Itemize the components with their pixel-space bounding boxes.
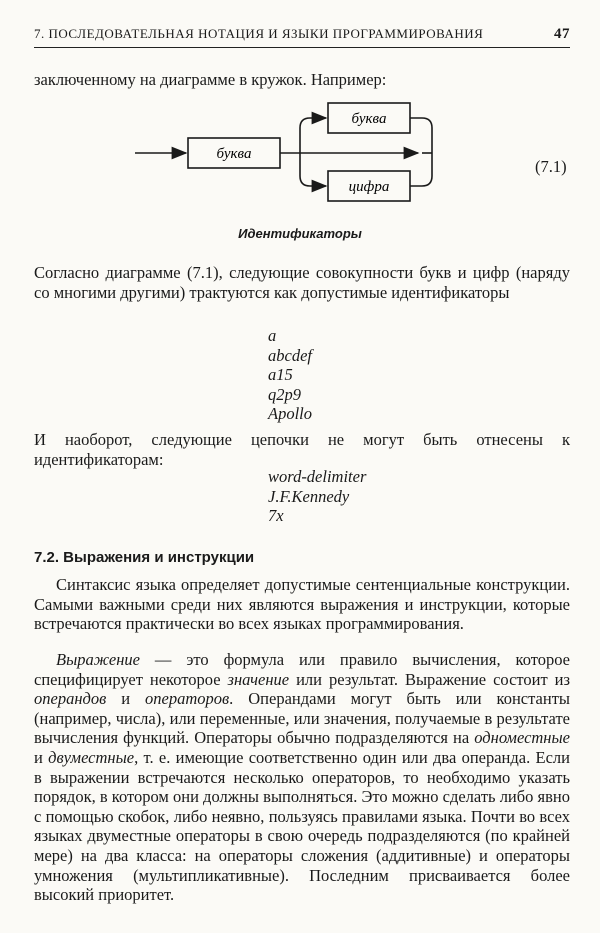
term-value: значение [227, 669, 290, 689]
text-span: — это формула или правило вычисления, которое специфицирует некоторое [34, 650, 570, 689]
text-span: и [34, 747, 49, 767]
invalid-examples [268, 467, 366, 526]
text-span: или результат. Выражение состоит из [289, 669, 570, 689]
running-header [34, 26, 570, 48]
example-item: 7x [268, 506, 284, 525]
box-main-label: буква [216, 146, 252, 162]
syntax-diagram [130, 96, 460, 221]
example-item: q2p9 [268, 384, 301, 404]
term-expression: Выражение [56, 650, 140, 669]
branch-bottom-in [300, 153, 326, 186]
example-item: J.F.Kennedy [268, 486, 350, 506]
valid-examples [268, 326, 312, 424]
para-identifiers: Согласно диаграмме (7.1), следующие совокупности букв и цифр (наряду со многими другими) трактуются как допустимые идентификаторы [34, 263, 570, 302]
equation-number: (7.1) [535, 157, 567, 176]
page-number: 47 [554, 26, 570, 42]
box-top-label: буква [351, 111, 387, 127]
para-invalid: И наоборот, следующие цепочки не могут быть отнесены к идентификаторам: [34, 430, 570, 469]
para-expression [34, 650, 570, 905]
example-item: word-delimiter [268, 467, 367, 486]
term-operands: операндов [34, 689, 107, 709]
text-span: . Операндами могут быть или константы (например, числа), или переменные, или значения, получаемые в результате вычисления функций. Операторы обычно подразделяются на [34, 689, 570, 748]
section-heading: 7.2. Выражения и инструкции [34, 549, 255, 566]
header-title: 7. ПОСЛЕДОВАТЕЛЬНАЯ НОТАЦИЯ И ЯЗЫКИ ПРОГРАММИРОВАНИЯ [34, 26, 484, 41]
diagram-caption: Идентификаторы [238, 226, 362, 241]
term-unary: одноместные [474, 728, 570, 748]
para-syntax: Синтаксис языка определяет допустимые сентенциальные конструкции. Самыми важными среди них являются выражения и инструкции, которые встречаются практически во всех языках программирования. [34, 575, 570, 634]
text-span: и [106, 689, 146, 709]
loop-back-line [410, 118, 432, 186]
example-item: Apollo [268, 404, 312, 423]
text-span: , т. е. имеющие соответственно один или два операнда. Если в выражении встречаются несколько операторов, то необходимо указать порядок, в котором они должны выполняться. Это можно сделать либо явно с помощью скобок, либо неявно, пользуясь правилами языка. Почти во всех языках двуместные операторы в свою очередь подразделяются (по крайней мере) на два класса: на операторы сложения (аддитивные) и операторы умножения (мультипликативные). Последним присваивается более высокий приоритет. [34, 747, 570, 905]
example-item: a15 [268, 365, 293, 384]
intro-line: заключенному на диаграмме в кружок. Например: [34, 70, 387, 89]
example-item: abcdef [268, 345, 312, 365]
term-operators: операторов [145, 689, 230, 709]
example-item: a [268, 326, 277, 345]
box-bottom-label: цифра [348, 179, 390, 195]
branch-top-in [300, 118, 326, 153]
term-binary: двуместные [48, 747, 135, 767]
